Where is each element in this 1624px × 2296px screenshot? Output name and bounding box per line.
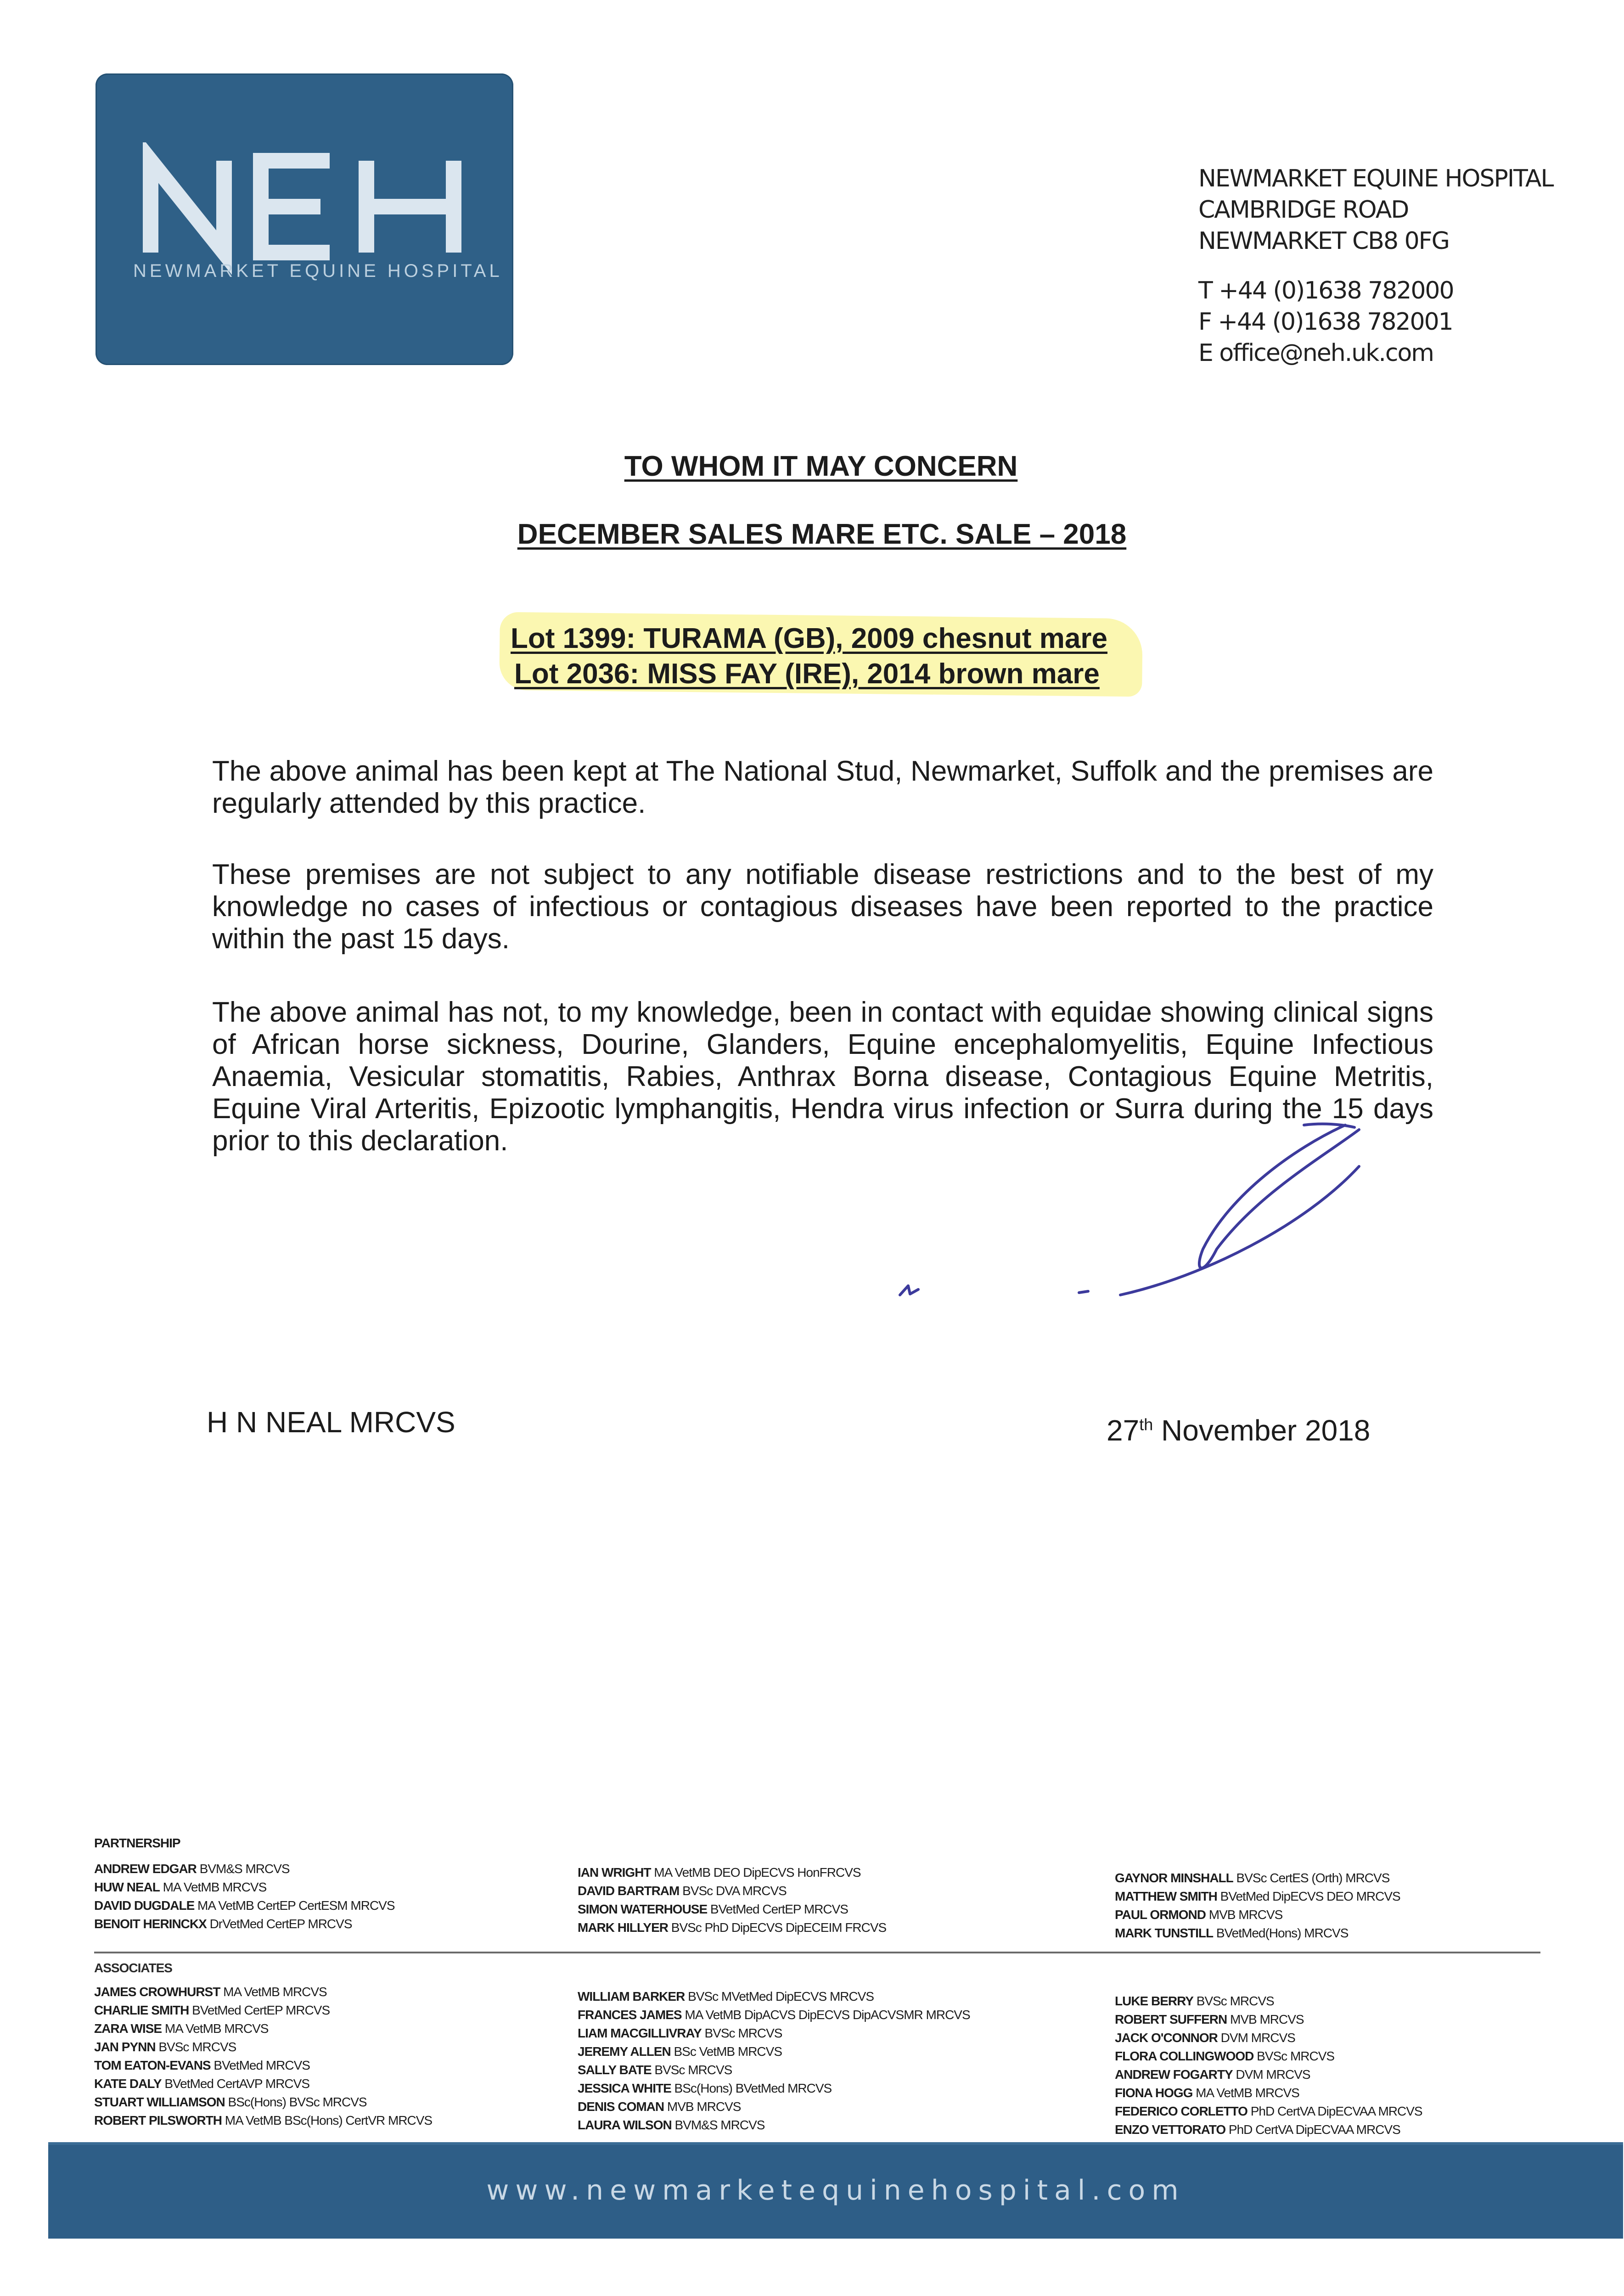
staff-qualifications: BSc(Hons) BVetMed MRCVS xyxy=(671,2081,832,2095)
staff-qualifications: DrVetMed CertEP MRCVS xyxy=(206,1917,352,1931)
neh-logo xyxy=(96,73,513,365)
signature-date xyxy=(1107,1413,1370,1447)
staff-qualifications: PhD CertVA DipECVAA MRCVS xyxy=(1247,2104,1422,2118)
date-day: 27 xyxy=(1107,1414,1140,1447)
staff-name: MARK TUNSTILL xyxy=(1115,1926,1214,1940)
staff-member xyxy=(1115,1906,1400,1924)
staff-name: PAUL ORMOND xyxy=(1115,1908,1206,1922)
staff-qualifications: MA VetMB MRCVS xyxy=(220,1985,327,1999)
staff-member xyxy=(1115,2010,1422,2029)
logo-letter-n xyxy=(151,161,224,253)
associates-column-3 xyxy=(1115,1992,1422,2139)
staff-member xyxy=(578,1863,886,1882)
staff-name: LAURA WILSON xyxy=(578,2118,672,2132)
staff-qualifications: BVSc MRCVS xyxy=(1193,1994,1274,2008)
staff-qualifications: BVSc MVetMed DipECVS MRCVS xyxy=(685,1989,874,2003)
neh-logo-mark xyxy=(132,142,481,280)
staff-member xyxy=(1115,2121,1422,2139)
staff-qualifications: BVSc DVA MRCVS xyxy=(679,1884,787,1898)
staff-name: MATTHEW SMITH xyxy=(1115,1889,1217,1903)
date-suffix: th xyxy=(1139,1415,1153,1434)
staff-member xyxy=(1115,2047,1422,2065)
partnership-column-2 xyxy=(578,1863,886,1937)
staff-qualifications: BVetMed DipECVS DEO MRCVS xyxy=(1217,1889,1400,1903)
partnership-column-1 xyxy=(94,1860,395,1933)
staff-qualifications: MVB MRCVS xyxy=(664,2099,741,2114)
associates-column-2 xyxy=(578,1987,970,2134)
staff-member xyxy=(94,2020,432,2038)
staff-qualifications: MA VetMB MRCVS xyxy=(162,2021,269,2036)
website-url: www.newmarketequinehospital.com xyxy=(486,2174,1185,2206)
staff-qualifications: BVSc CertES (Orth) MRCVS xyxy=(1233,1871,1390,1885)
staff-name: HUW NEAL xyxy=(94,1880,160,1894)
staff-qualifications: BVSc MRCVS xyxy=(701,2026,782,2040)
staff-member xyxy=(578,2006,970,2024)
staff-qualifications: BVM&S MRCVS xyxy=(196,1862,290,1876)
letter-title: TO WHOM IT MAY CONCERN xyxy=(624,450,1018,482)
lot-1399: Lot 1399: TURAMA (GB), 2009 chesnut mare xyxy=(511,623,1108,654)
staff-name: BENOIT HERINCKX xyxy=(94,1917,207,1931)
staff-name: CHARLIE SMITH xyxy=(94,2003,189,2017)
email-address: E office@neh.uk.com xyxy=(1198,339,1433,367)
staff-member xyxy=(1115,2065,1422,2084)
staff-member xyxy=(94,2093,432,2111)
staff-member xyxy=(578,1919,886,1937)
staff-name: JAMES CROWHURST xyxy=(94,1985,220,1999)
address-block xyxy=(1198,163,1612,369)
partnership-column-3 xyxy=(1115,1869,1400,1942)
staff-qualifications: BVetMed CertEP MRCVS xyxy=(707,1902,848,1916)
logo-subtitle: NEWMARKET EQUINE HOSPITAL xyxy=(133,261,503,281)
staff-qualifications: MA VetMB DipACVS DipECVS DipACVSMR MRCVS xyxy=(681,2008,970,2022)
logo-letter-e xyxy=(261,161,330,253)
staff-member xyxy=(94,1915,395,1933)
staff-qualifications: MVB MRCVS xyxy=(1205,1908,1283,1922)
address-line-1: NEWMARKET EQUINE HOSPITAL xyxy=(1198,165,1553,192)
signer-name: H N NEAL MRCVS xyxy=(207,1406,455,1439)
paragraph-restrictions: These premises are not subject to any notifiable disease restrictions and to the best of my knowledge no cases of infectious or contagious diseases have been reported to the practice within the past 15 days. xyxy=(212,859,1433,955)
staff-qualifications: MA VetMB MRCVS xyxy=(1192,2086,1299,2100)
staff-member xyxy=(578,2061,970,2079)
staff-member xyxy=(94,2075,432,2093)
staff-qualifications: BSc(Hons) BVSc MRCVS xyxy=(225,2095,367,2109)
associates-column-1 xyxy=(94,1983,432,2130)
staff-name: FLORA COLLINGWOOD xyxy=(1115,2049,1254,2063)
staff-name: WILLIAM BARKER xyxy=(578,1989,685,2003)
staff-name: GAYNOR MINSHALL xyxy=(1115,1871,1233,1885)
staff-member xyxy=(578,1882,886,1900)
staff-qualifications: BVM&S MRCVS xyxy=(671,2118,765,2132)
staff-name: ENZO VETTORATO xyxy=(1115,2122,1226,2137)
staff-name: IAN WRIGHT xyxy=(578,1865,651,1880)
handwritten-signature xyxy=(882,1111,1400,1322)
address-line-2: CAMBRIDGE ROAD xyxy=(1198,196,1409,224)
staff-member xyxy=(578,1900,886,1919)
staff-name: TOM EATON-EVANS xyxy=(94,2058,211,2072)
staff-member xyxy=(94,2056,432,2075)
logo-letter-h xyxy=(366,161,454,253)
paragraph-diseases: The above animal has not, to my knowledge, been in contact with equidae showing clinical signs of African horse sickness, Dourine, Glanders, Equine encephalomyelitis, Equine Infectious Anaemia, Vesicular stomatitis, Rabies, Anthrax Borna disease, Contagious Equine Metritis, Equine Viral Arteritis, Epizootic lymphangitis, Hendra virus infection or Surra during the 15 days prior to this declaration. xyxy=(212,996,1433,1157)
partnership-heading: PARTNERSHIP xyxy=(94,1836,180,1850)
staff-name: DENIS COMAN xyxy=(578,2099,664,2114)
staff-name: ANDREW EDGAR xyxy=(94,1862,197,1876)
staff-member xyxy=(94,2111,432,2130)
staff-member xyxy=(1115,1992,1422,2010)
staff-qualifications: BVSc MRCVS xyxy=(155,2040,236,2054)
staff-qualifications: BVetMed CertEP MRCVS xyxy=(189,2003,330,2017)
staff-name: DAVID BARTRAM xyxy=(578,1884,680,1898)
associates-heading: ASSOCIATES xyxy=(94,1961,172,1975)
staff-member xyxy=(94,1860,395,1878)
staff-qualifications: BVetMed MRCVS xyxy=(210,2058,310,2072)
staff-member xyxy=(1115,1869,1400,1887)
staff-name: FRANCES JAMES xyxy=(578,2008,682,2022)
staff-qualifications: BVSc MRCVS xyxy=(1253,2049,1335,2063)
staff-divider xyxy=(94,1952,1540,1953)
staff-member xyxy=(1115,2084,1422,2102)
staff-name: FEDERICO CORLETTO xyxy=(1115,2104,1248,2118)
staff-name: JEREMY ALLEN xyxy=(578,2044,671,2059)
staff-member xyxy=(94,1983,432,2001)
staff-name: ROBERT SUFFERN xyxy=(1115,2012,1227,2026)
staff-qualifications: MA VetMB MRCVS xyxy=(159,1880,267,1894)
staff-name: SALLY BATE xyxy=(578,2063,652,2077)
phone-number: T +44 (0)1638 782000 xyxy=(1198,277,1454,304)
staff-name: STUART WILLIAMSON xyxy=(94,2095,225,2109)
staff-name: ROBERT PILSWORTH xyxy=(94,2113,222,2127)
footer-bar xyxy=(48,2142,1623,2239)
lot-2036: Lot 2036: MISS FAY (IRE), 2014 brown mare xyxy=(514,658,1100,690)
staff-qualifications: MA VetMB CertEP CertESM MRCVS xyxy=(194,1898,395,1913)
letter-subtitle: DECEMBER SALES MARE ETC. SALE – 2018 xyxy=(517,518,1127,550)
staff-member xyxy=(94,1878,395,1896)
staff-member xyxy=(578,2098,970,2116)
staff-member xyxy=(578,2043,970,2061)
staff-member xyxy=(578,2116,970,2134)
staff-name: FIONA HOGG xyxy=(1115,2086,1193,2100)
staff-qualifications: BVSc MRCVS xyxy=(651,2063,732,2077)
staff-name: KATE DALY xyxy=(94,2077,162,2091)
staff-member xyxy=(578,2024,970,2043)
staff-name: LIAM MACGILLIVRAY xyxy=(578,2026,702,2040)
staff-member xyxy=(1115,2102,1422,2121)
staff-member xyxy=(578,1987,970,2006)
staff-member xyxy=(94,2038,432,2056)
staff-name: JAN PYNN xyxy=(94,2040,156,2054)
staff-qualifications: PhD CertVA DipECVAA MRCVS xyxy=(1225,2122,1400,2137)
staff-member xyxy=(1115,1887,1400,1906)
staff-qualifications: DVM MRCVS xyxy=(1217,2031,1295,2045)
staff-member xyxy=(1115,2029,1422,2047)
staff-name: LUKE BERRY xyxy=(1115,1994,1193,2008)
staff-member xyxy=(1115,1924,1400,1942)
date-month-year: November 2018 xyxy=(1153,1414,1371,1447)
staff-name: MARK HILLYER xyxy=(578,1920,668,1935)
staff-member xyxy=(94,2001,432,2020)
staff-qualifications: DVM MRCVS xyxy=(1232,2067,1310,2082)
staff-qualifications: BVSc PhD DipECVS DipECEIM FRCVS xyxy=(668,1920,887,1935)
fax-number: F +44 (0)1638 782001 xyxy=(1198,308,1453,336)
staff-name: JACK O'CONNOR xyxy=(1115,2031,1218,2045)
staff-qualifications: MA VetMB BSc(Hons) CertVR MRCVS xyxy=(222,2113,433,2127)
staff-qualifications: BVetMed CertAVP MRCVS xyxy=(161,2077,309,2091)
staff-name: ANDREW FOGARTY xyxy=(1115,2067,1233,2082)
staff-member xyxy=(94,1896,395,1915)
staff-qualifications: MVB MRCVS xyxy=(1227,2012,1304,2026)
staff-name: ZARA WISE xyxy=(94,2021,162,2036)
staff-member xyxy=(578,2079,970,2098)
staff-name: DAVID DUGDALE xyxy=(94,1898,195,1913)
address-line-3: NEWMARKET CB8 0FG xyxy=(1198,227,1449,255)
staff-qualifications: BSc VetMB MRCVS xyxy=(670,2044,782,2059)
staff-name: JESSICA WHITE xyxy=(578,2081,671,2095)
staff-qualifications: MA VetMB DEO DipECVS HonFRCVS xyxy=(651,1865,861,1880)
paragraph-premises: The above animal has been kept at The National Stud, Newmarket, Suffolk and the premises are regularly attended by this practice. xyxy=(212,755,1433,819)
staff-qualifications: BVetMed(Hons) MRCVS xyxy=(1213,1926,1349,1940)
staff-name: SIMON WATERHOUSE xyxy=(578,1902,708,1916)
address-spacer xyxy=(1198,257,1612,275)
